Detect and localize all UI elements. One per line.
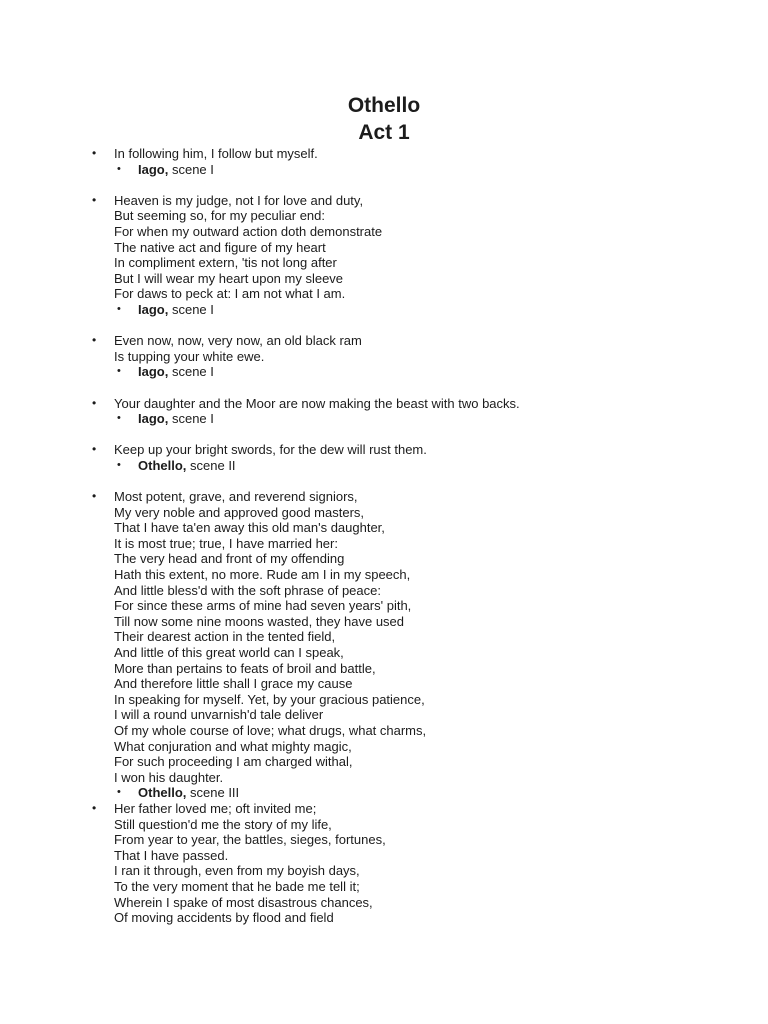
quote-line: More than pertains to feats of broil and battle, [114,660,376,676]
quote-item [0,442,768,473]
quote-line: But I will wear my heart upon my sleeve [114,270,344,286]
quote-line: Most potent, grave, and reverend signiors, [114,489,358,505]
act-title: Act 1 [358,121,410,144]
quote-line: From year to year, the battles, sieges, fortunes, [114,832,386,848]
quote-line: And therefore little shall I grace my cause [114,676,353,692]
quote-attribution [114,458,768,474]
bullet-icon: • [117,162,121,175]
bullet-icon: • [92,489,97,504]
quote-line: Keep up your bright swords, for the dew will rust them. [114,442,427,458]
quote-line: Still question'd me the story of my life, [114,816,332,832]
speaker-name: Othello, [138,785,187,801]
quote-line: I will a round unvarnish'd tale deliver [114,707,324,723]
bullet-icon: • [92,192,97,207]
quote-line: That I have passed. [114,847,229,863]
quote-line: Your daughter and the Moor are now making the beast with two backs. [114,395,520,411]
quote-line: The very head and front of my offending [114,551,345,567]
quote-line: That I have ta'en away this old man's daughter, [114,520,385,536]
speaker-name: Iago, [138,364,169,380]
speaker-name: Iago, [138,301,169,317]
play-title: Othello [347,94,421,117]
bullet-icon: • [117,302,121,315]
quote-line: In compliment extern, 'tis not long after [114,255,337,271]
quote-line: The native act and figure of my heart [114,239,326,255]
quote-line: Wherein I spake of most disastrous chances, [114,894,373,910]
quote-line: But seeming so, for my peculiar end: [114,208,325,224]
quote-item [0,193,768,318]
quote-line: For since these arms of mine had seven years' pith, [114,598,412,614]
quote-line: For daws to peck at: I am not what I am. [114,286,346,302]
quote-attribution [114,302,768,318]
bullet-icon: • [92,800,97,815]
quote-item [0,489,768,801]
scene-label: scene I [171,411,214,427]
scene-label: scene I [171,301,214,317]
speaker-name: Iago, [138,411,169,427]
scene-label: scene II [190,457,236,473]
quote-list [0,146,768,926]
bullet-icon: • [117,365,121,378]
quote-line: Her father loved me; oft invited me; [114,800,317,816]
quote-line: I won his daughter. [114,769,224,785]
quote-line: I ran it through, even from my boyish days, [114,863,360,879]
quote-line: Of moving accidents by flood and field [114,910,334,926]
quote-line: And little bless'd with the soft phrase of peace: [114,582,381,598]
quote-attribution [114,785,768,801]
quote-line: It is most true; true, I have married her: [114,535,338,551]
quote-attribution [114,162,768,178]
quote-line: To the very moment that he bade me tell it; [114,878,360,894]
bullet-icon: • [117,412,121,425]
scene-label: scene III [190,785,240,801]
quote-item [0,396,768,427]
quote-attribution [114,411,768,427]
bullet-icon: • [117,458,121,471]
quote-line: Of my whole course of love; what drugs, what charms, [114,722,427,738]
quote-line: Even now, now, very now, an old black ram [114,333,362,349]
quote-line: Hath this extent, no more. Rude am I in my speech, [114,567,411,583]
document-heading [0,92,768,146]
quote-line: Till now some nine moons wasted, they have used [114,613,405,629]
bullet-icon: • [117,786,121,799]
bullet-icon: • [92,442,97,457]
quote-line: Their dearest action in the tented field, [114,629,336,645]
bullet-icon: • [92,146,97,160]
quote-line: In speaking for myself. Yet, by your gracious patience, [114,691,425,707]
quote-line: What conjuration and what mighty magic, [114,738,352,754]
quote-line: For when my outward action doth demonstrate [114,223,383,239]
bullet-icon: • [92,395,97,410]
quote-item [0,146,768,177]
quote-line: For such proceeding I am charged withal, [114,754,353,770]
quote-line: Heaven is my judge, not I for love and duty, [114,192,364,208]
quote-item [0,801,768,926]
quote-line: Is tupping your white ewe. [114,348,265,364]
quote-line: And little of this great world can I speak, [114,645,344,660]
bullet-icon: • [92,333,97,348]
quote-line: In following him, I follow but myself. [114,146,318,161]
scene-label: scene I [171,161,214,177]
speaker-name: Othello, [138,457,187,473]
quote-line: My very noble and approved good masters, [114,504,365,520]
scene-label: scene I [171,364,214,380]
speaker-name: Iago, [138,161,169,177]
quote-attribution [114,364,768,380]
quote-item [0,333,768,380]
